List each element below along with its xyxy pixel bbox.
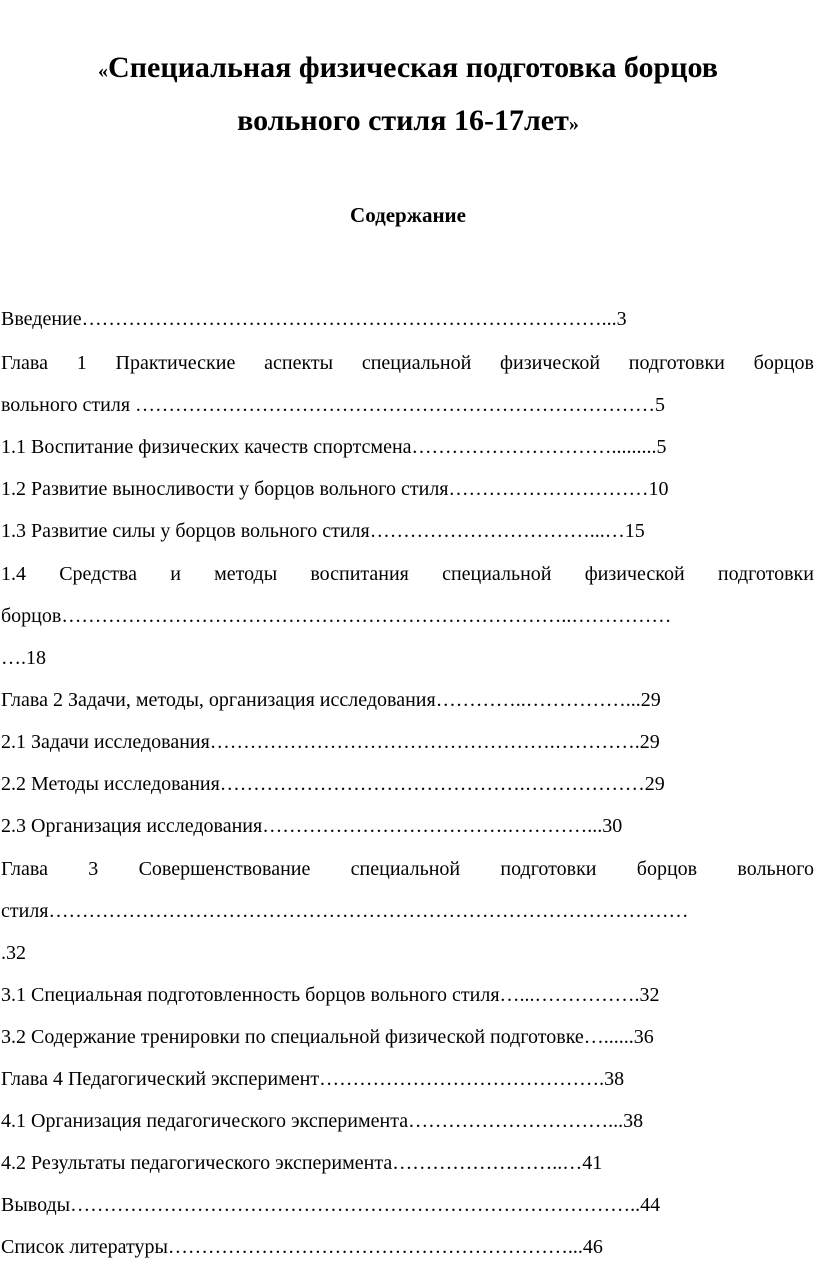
title-open-quote: «: [98, 60, 109, 82]
toc-line-chapter-1-part-2: вольного стиля ……………………………………………………………………5: [1, 394, 666, 416]
toc-word: Совершенствование: [138, 858, 311, 880]
toc-word: 3: [88, 858, 99, 880]
document-title-line-2: [0, 104, 816, 138]
toc-word: 1: [76, 352, 87, 374]
toc-line-1-3: 1.3 Развитие силы у борцов вольного стиля……………………………...…15: [1, 520, 645, 542]
toc-word: и: [170, 563, 181, 585]
toc-line-3-1: 3.1 Специальная подготовленность борцов вольного стиля…...…………….32: [1, 984, 660, 1006]
contents-heading: Содержание: [350, 203, 466, 227]
toc-line-2-2: 2.2 Методы исследования……………………………………….………………29: [1, 773, 665, 795]
toc-word: физической: [584, 563, 685, 585]
toc-word: методы: [214, 563, 278, 585]
toc-line-1-4-part-2: борцов…………………………………………………………………..……………: [1, 605, 672, 627]
toc-line-1-1: 1.1 Воспитание физических качеств спортсмена………………………….........5: [1, 436, 667, 458]
toc-line-4-1: 4.1 Организация педагогического эксперимента…………………………...38: [1, 1110, 644, 1132]
document-title-line-1: [0, 51, 816, 85]
toc-line-2-3: 2.3 Организация исследования……………………………….…………...30: [1, 815, 623, 837]
toc-word: физической: [500, 352, 601, 374]
toc-line-chapter-3-page: .32: [1, 942, 26, 964]
toc-line-4-2: 4.2 Результаты педагогического эксперимента……………………..…41: [1, 1152, 603, 1174]
toc-line-conclusions: Выводы…………………………………………………………………………..44: [1, 1194, 661, 1216]
toc-word: Глава: [1, 858, 48, 880]
toc-word: специальной: [361, 352, 472, 374]
toc-word: подготовки: [500, 858, 597, 880]
toc-word: вольного: [737, 858, 814, 880]
toc-word: борцов: [636, 858, 698, 880]
toc-line-chapter-1-part-1: [1, 351, 814, 375]
toc-line-chapter-2: Глава 2 Задачи, методы, организация исследования…………..……………...29: [1, 689, 661, 711]
toc-line-1-2: 1.2 Развитие выносливости у борцов вольного стиля…………………………10: [1, 478, 669, 500]
toc-line-2-1: 2.1 Задачи исследования…………………………………………….………….29: [1, 731, 660, 753]
toc-line-references: Список литературы……………………………………………………...46: [1, 1236, 603, 1258]
toc-line-chapter-3-part-1: [1, 857, 814, 881]
toc-line-3-2: 3.2 Содержание тренировки по специальной физической подготовке…......36: [1, 1026, 654, 1048]
toc-word: воспитания: [310, 563, 409, 585]
toc-line-chapter-3-part-2: стиля……………………………………………………………………………………: [1, 900, 689, 922]
toc-line-1-4-page: ….18: [1, 647, 46, 669]
toc-word: аспекты: [264, 352, 334, 374]
toc-word: Глава: [1, 352, 48, 374]
toc-word: Практические: [115, 352, 236, 374]
title-text-line-2: вольного стиля 16-17лет: [237, 104, 569, 137]
toc-word: специальной: [442, 563, 552, 585]
toc-word: подготовки: [628, 352, 725, 374]
toc-word: Средства: [59, 563, 137, 585]
toc-line-1-4-part-1: [1, 562, 814, 586]
toc-word: борцов: [753, 352, 814, 374]
toc-line-chapter-4: Глава 4 Педагогический эксперимент…………………………………….38: [1, 1068, 625, 1090]
toc-word: подготовки: [717, 563, 814, 585]
title-close-quote: »: [568, 113, 579, 135]
toc-word: 1.4: [1, 563, 26, 585]
title-text-line-1: Специальная физическая подготовка борцов: [108, 51, 718, 84]
toc-word: специальной: [350, 858, 461, 880]
toc-line-introduction: Введение……………………………………………………………………...3: [1, 308, 627, 330]
